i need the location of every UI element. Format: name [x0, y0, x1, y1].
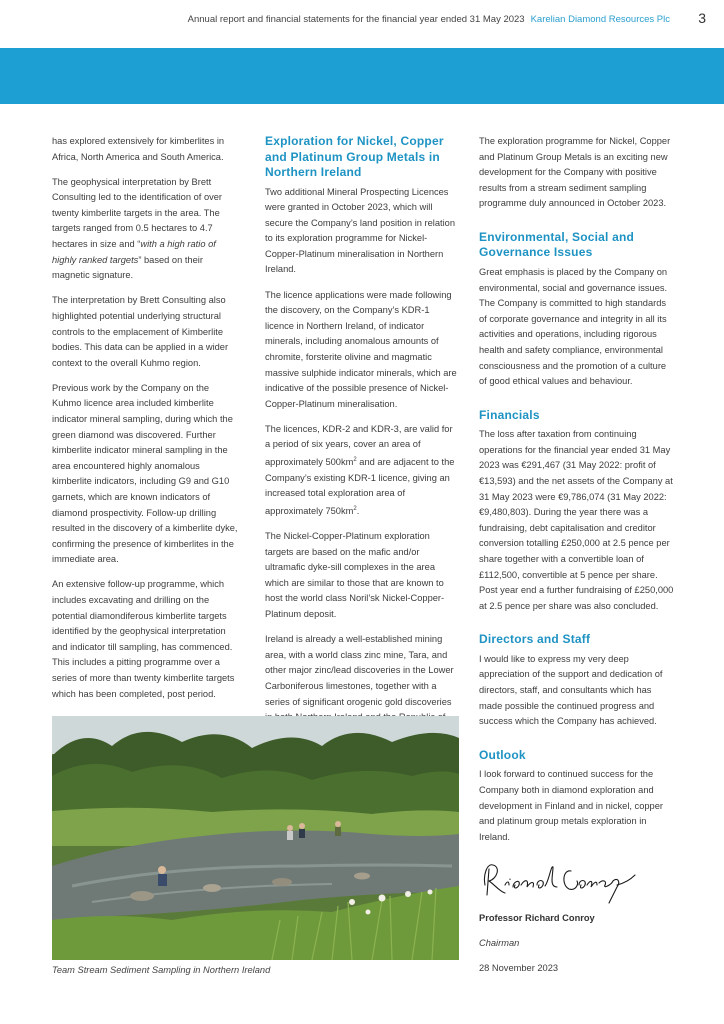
paragraph: The licences, KDR-2 and KDR-3, are valid for a period of six years, cover an area of approximately $500km^2$ and are adjacent to the Company’s existing KDR-1 licence, giving an increased total exploration area of approximately $750km^2$.	[265, 423, 455, 516]
paragraph: The interpretation by Brett Consulting also highlighted potential underlying structural controls to the emplacement of Kimberlite bodies. This data can be applied in a wider context to the overall Kuhmo region.	[52, 295, 229, 368]
signer-name: Professor Richard Conroy	[479, 912, 595, 923]
paragraph: The loss after taxation from continuing operations for the financial year ended 31 May 2023 was €291,467 (31 May 2022: profit of €13,593) and the net assets of the Company at 31 May 2023 were €9,786,074 (31 May 2022: €9,480,803). During the year there was a fundraising, debt capitalisation and creditor conversion totalling £250,000 at 2.5 pence per share together with a convertible loan of £112,500, convertible at 5 pence per share. Post year end a further fundraising of £250,000 at 2.5 pence per share was also concluded.	[479, 429, 674, 611]
section-heading: Financials	[479, 407, 540, 422]
paragraph: An extensive follow-up programme, which includes excavating and drilling on the potential diamondiferous kimberlite targets identified by the geophysical interpretation and indicator till sampling, has commenced. This includes a pitting programme over a series of more than twenty kimberlite targets which has been completed, post period.	[52, 579, 235, 699]
accent-band	[0, 48, 724, 104]
date: 28 November 2023	[479, 962, 559, 973]
column-3	[479, 134, 674, 986]
company-name: Karelian Diamond Resources Plc	[530, 14, 670, 25]
section-heading: Exploration for Nickel, Copper and Platinum Group Metals in Northern Ireland	[265, 134, 444, 179]
page-header	[0, 0, 724, 44]
paragraph: The Nickel-Copper-Platinum exploration targets are based on the mafic and/or ultramafic dyke-sill complexes in the area which are similar to those that are known to host the world class Noril’sk Nickel-Copper-Platinum deposit.	[265, 531, 445, 620]
paragraph: Ireland is already a well-established mining area, with a world class zinc mine, Tara, and other major zinc/lead discoveries in the Lower Carboniferous limestones, together with a series of significant orogenic gold discoveries	[265, 634, 454, 707]
paragraph: Previous work by the Company on the Kuhmo licence area included kimberlite indicator mineral sampling, during which the green diamond was discovered. Further kimberlite indicator mineral sampling in the area encountered highly anomalous kimberlite indicators, including G9 and G10 garnets, which are known indicators of diamond prospectivity. Follow-up drilling resulted in the discovery of a kimberlite dyke, confirming the presence of kimberlites in the immediate area.	[52, 382, 238, 565]
column-1	[52, 134, 240, 712]
signature	[479, 855, 639, 907]
paragraph: Great emphasis is placed by the Company on environmental, social and governance issues. The Company is committed to high standards of corporate governance and integrity in all its activities and operations, including rigorous health and safety compliance, environmental consciousness and the promotion of a culture of good ethical values and behaviour.	[479, 266, 668, 387]
paragraph: The exploration programme for Nickel, Copper and Platinum Group Metals is an exciting new development for the Company with positive results from a stream sediment sampling programme duly announced in October 2023.	[479, 136, 671, 209]
section-heading: Directors and Staff	[479, 632, 591, 647]
photo-caption: Team Stream Sediment Sampling in Northern Ireland	[52, 965, 271, 975]
report-title: Annual report and financial statements for the financial year ended 31 May 2023	[187, 14, 525, 25]
photo-illustration	[52, 716, 459, 960]
column-2	[265, 134, 458, 751]
section-heading: Outlook	[479, 747, 526, 762]
stream-sampling-photo	[52, 716, 459, 960]
paragraph: The licence applications were made following the discovery, on the Company’s KDR-1 licence in Northern Ireland, of indicator minerals, including anomalous amounts of chromite, forsterite olivine and magmatic massive sulphide indicator minerals, which are indicative of the possible presence of Nickel-Copper-Platinum mineralisation.	[265, 289, 457, 409]
signer-role: Chairman	[479, 937, 520, 948]
quote: with a high ratio of highly ranked targets	[52, 239, 216, 265]
paragraph: Two additional Mineral Prospecting Licences were granted in October 2023, which will secure the Company’s land position in relation to its exploration programme for Nickel-Copper-Platinum mineralisation in Northern Ireland.	[265, 186, 456, 275]
section-heading: Environmental, Social and Governance Issues	[479, 229, 635, 260]
paragraph: has explored extensively for kimberlites in Africa, North America and South America.	[52, 136, 225, 162]
paragraph: I look forward to continued success for the Company both in diamond exploration and development in Finland and in nickel, copper and platinum group metals exploration in Ireland.	[479, 769, 663, 842]
paragraph: The geophysical interpretation by Brett Consulting led to the identification of over twenty kimberlite targets in the area. The targets ranged from 0.5 hectares to 4.7 hectares in size and “with a high ratio of highly ranked targets” based on their magnetic signature.	[52, 176, 223, 281]
page-number: 3	[698, 10, 706, 26]
paragraph: I would like to express my very deep appreciation of the support and dedication of directors, staff, and consultants which has made possible the continued progress and success which the Company has achieved.	[479, 653, 663, 727]
running-header	[188, 14, 670, 25]
